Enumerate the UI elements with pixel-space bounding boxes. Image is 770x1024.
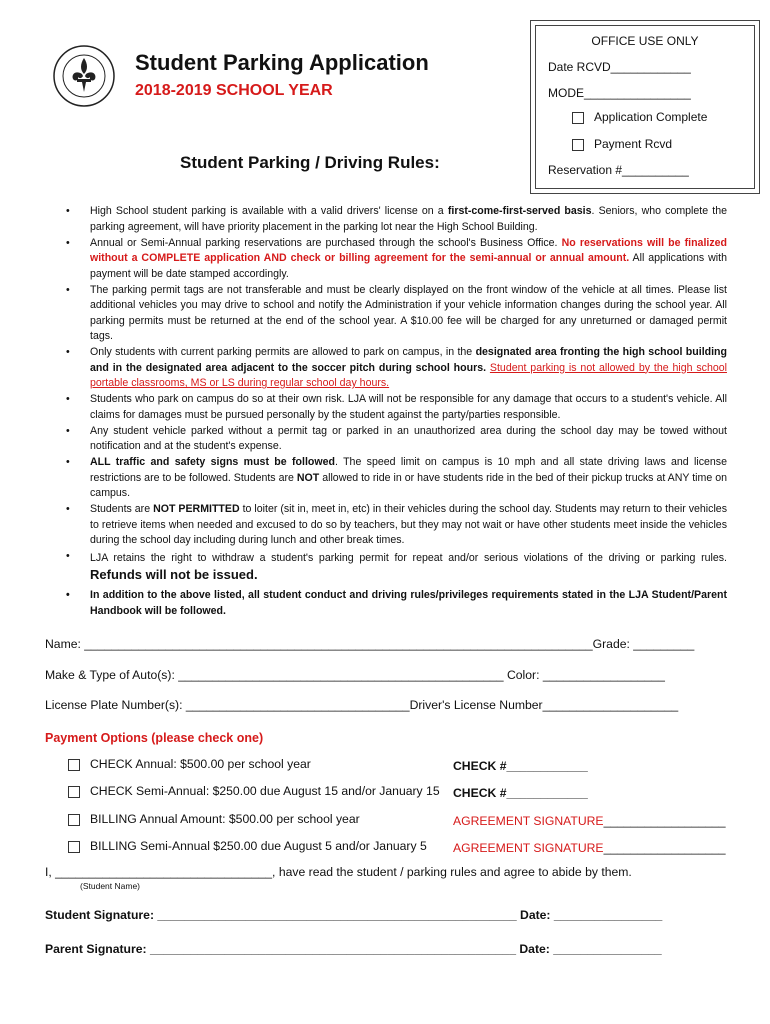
list-item: • Students who park on campus do so at their own risk. LJA will not be responsible for any damage that occurs to a student's vehicle. All claims for damages must be pursued personally by the student against the party/parties responsible.	[66, 393, 727, 421]
check-annual-label: CHECK Annual: $500.00 per school year	[90, 757, 311, 771]
payment-option-check-annual	[68, 757, 311, 771]
payment-option-billing-semi	[68, 839, 427, 853]
payment-option-billing-annual	[68, 812, 360, 826]
billing-semi-label: BILLING Semi-Annual $250.00 due August 5 and/or January 5	[90, 839, 427, 853]
billing-annual-checkbox[interactable]	[68, 814, 80, 826]
payment-rcvd-checkbox[interactable]	[572, 139, 584, 151]
list-item: • High School student parking is available with a valid drivers' license on a first-come-first-served basis. Seniors, who complete the parking agreement, will have priority placement in the parking lot near the High School Building.	[66, 205, 727, 233]
check-annual-checkbox[interactable]	[68, 759, 80, 771]
list-item: • LJA retains the right to withdraw a student's parking permit for repeat and/or serious violations of the driving or parking rules. Refunds will not be issued.	[66, 550, 727, 582]
auto-color-field[interactable]: Make & Type of Auto(s): ________________________________________________ Color: __________________	[45, 668, 665, 682]
check-number-field-1[interactable]: CHECK #____________	[453, 759, 588, 773]
list-item: • Annual or Semi-Annual parking reservations are purchased through the school's Business Office. No reservations will be finalized without a COMPLETE application AND check or billing agreement for the semi-annual or annual amount. All applications with payment will be date stamped accordingly.	[66, 236, 728, 280]
list-item: • ALL traffic and safety signs must be followed. The speed limit on campus is 10 mph and all state driving laws and license restrictions are to be followed. Students are NOT allowed to ride in or have students ride in the bed of their pickup trucks at ANY time on campus.	[66, 456, 727, 499]
application-complete-label: Application Complete	[594, 110, 708, 124]
billing-annual-label: BILLING Annual Amount: $500.00 per school year	[90, 812, 360, 826]
rules-list	[45, 204, 727, 620]
school-seal-logo	[52, 44, 116, 108]
school-year: 2018-2019 SCHOOL YEAR	[135, 82, 333, 99]
list-item: • Students are NOT PERMITTED to loiter (sit in, meet in, etc) in their vehicles during the school day. Students may return to their vehicles to retrieve items when needed and excused to do so by teachers, but they may not wait or have other students meet inside the vehicles during the school day including during lunch and other break times.	[66, 503, 727, 546]
mode-field[interactable]: MODE________________	[548, 86, 691, 100]
office-heading: OFFICE USE ONLY	[591, 34, 699, 48]
payment-option-check-semi	[68, 784, 440, 798]
payment-rcvd-label: Payment Rcvd	[594, 137, 673, 151]
office-use-box	[530, 20, 760, 194]
license-plate-field[interactable]: License Plate Number(s): _________________________________Driver's License Number____________________	[45, 698, 679, 712]
date-rcvd-field[interactable]: Date RCVD____________	[548, 60, 691, 74]
list-item: • The parking permit tags are not transferable and must be clearly displayed on the front window of the vehicle at all times. Please list additional vehicles you may drive to school and notify the Administration if your vehicle information changes during the school year. All parking permits must be returned at the end of the school year. A $10.00 fee will be charged for any unreturned or damaged permit tags.	[66, 283, 727, 342]
check-semi-label: CHECK Semi-Annual: $250.00 due August 15 and/or January 15	[90, 784, 440, 798]
reservation-field[interactable]: Reservation #__________	[548, 163, 689, 177]
application-complete-row	[572, 110, 707, 124]
rules-heading: Student Parking / Driving Rules:	[180, 153, 440, 172]
payment-rcvd-row	[572, 137, 672, 151]
student-signature-field[interactable]: Student Signature: _____________________________________________________ Date: ________________	[45, 908, 663, 922]
agreement-signature-field-1[interactable]: AGREEMENT SIGNATURE__________________	[453, 814, 726, 828]
parent-signature-field[interactable]: Parent Signature: ______________________________________________________ Date: ________________	[45, 942, 662, 956]
check-number-field-2[interactable]: CHECK #____________	[453, 786, 588, 800]
list-item: • Any student vehicle parked without a permit tag or parked in an unauthorized area during the school day may be towed without notification and at the student's expense.	[66, 424, 727, 452]
application-complete-checkbox[interactable]	[572, 112, 584, 124]
name-grade-field[interactable]: Name: ___________________________________________________________________________Grade: _________	[45, 637, 695, 651]
agreement-signature-field-2[interactable]: AGREEMENT SIGNATURE__________________	[453, 841, 726, 855]
page-title: Student Parking Application	[135, 50, 429, 75]
list-item: • In addition to the above listed, all student conduct and driving rules/privileges requirements stated in the LJA Student/Parent Handbook will be followed.	[66, 589, 727, 617]
payment-heading: Payment Options (please check one)	[45, 731, 264, 745]
student-name-caption: (Student Name)	[80, 881, 140, 891]
list-item: • Only students with current parking permits are allowed to park on campus, in the designated area fronting the high school building and in the designated area adjacent to the soccer pitch during school hours. Student parking is not allowed by the high school portable classrooms, MS or LS during regular school day hours.	[66, 346, 727, 389]
agreement-line[interactable]: I, ________________________________, have read the student / parking rules and agree to abide by them.	[45, 865, 632, 879]
check-semi-checkbox[interactable]	[68, 786, 80, 798]
billing-semi-checkbox[interactable]	[68, 841, 80, 853]
